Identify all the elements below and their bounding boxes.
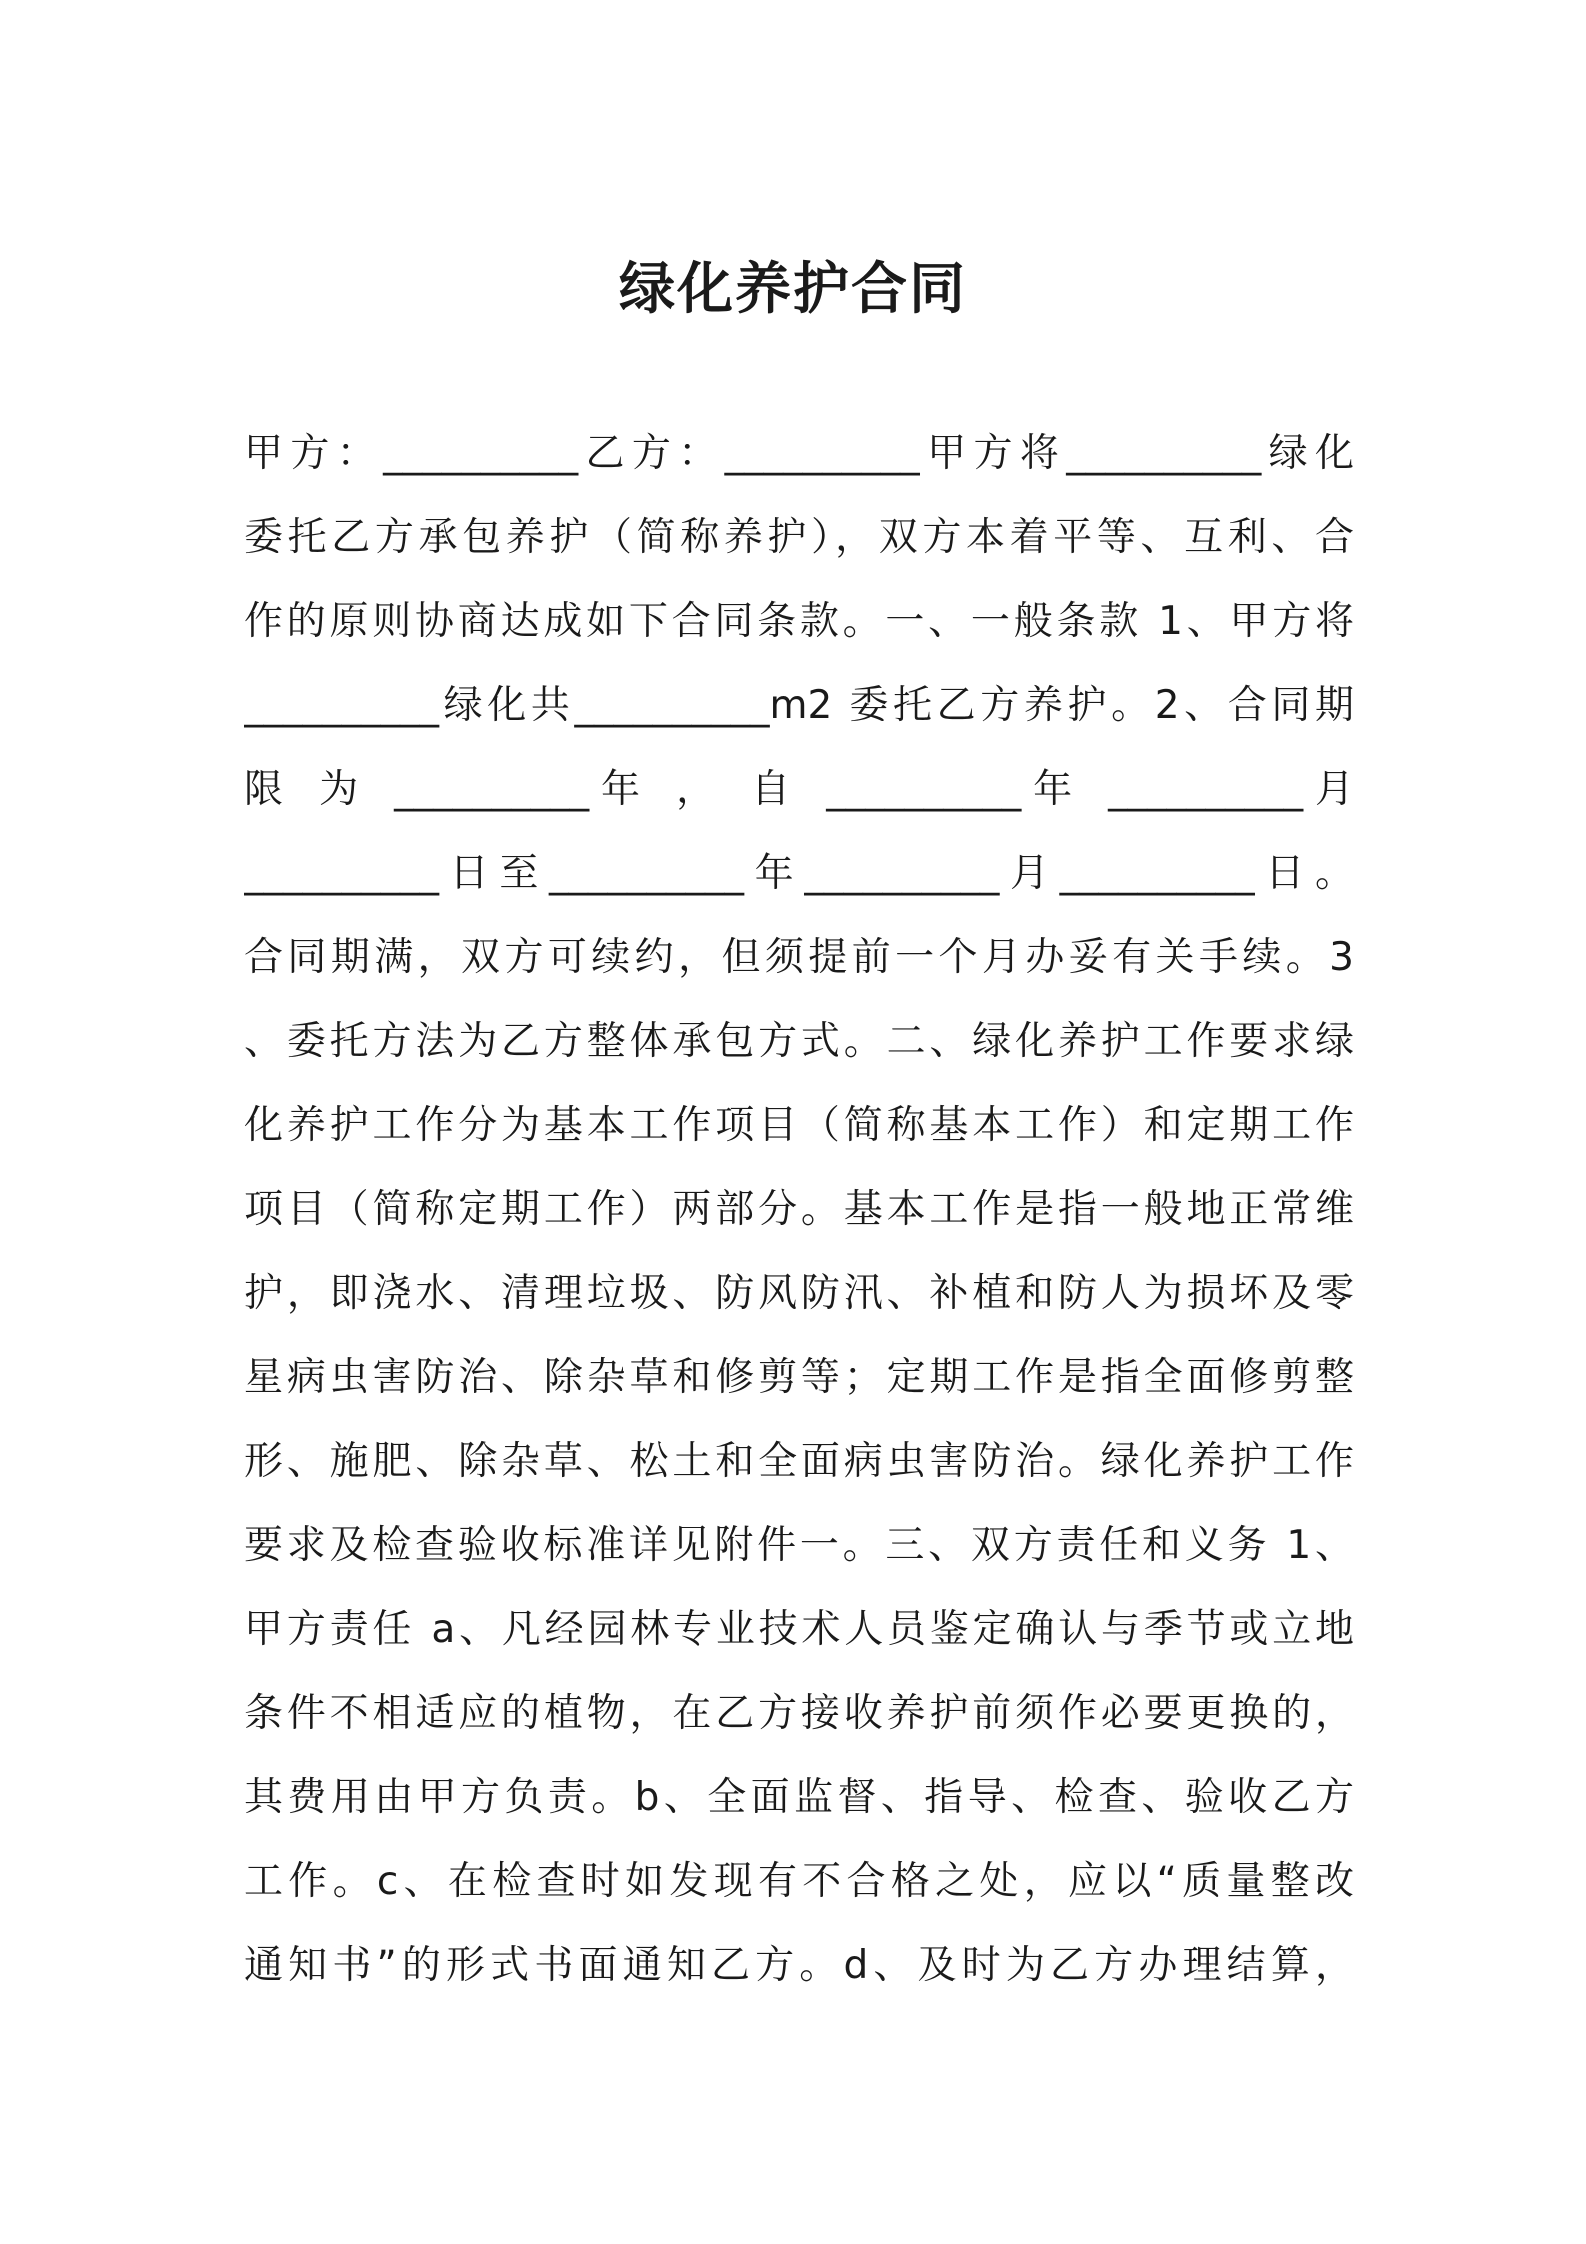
body-line: 工作。c、在检查时如发现有不合格之处，应以“质量整改	[244, 1859, 1354, 1904]
body-line: 要求及检查验收标准详见附件一。三、双方责任和义务 1、	[244, 1523, 1354, 1568]
body-line: 护，即浇水、清理垃圾、防风防汛、补植和防人为损坏及零	[244, 1271, 1354, 1316]
contract-body	[244, 412, 1354, 2008]
body-line: 项目（简称定期工作）两部分。基本工作是指一般地正常维	[244, 1187, 1354, 1232]
body-line: 合同期满，双方可续约，但须提前一个月办妥有关手续。3	[244, 935, 1354, 980]
document-title: 绿化养护合同	[619, 257, 967, 322]
body-line: 其费用由甲方负责。b、全面监督、指导、检查、验收乙方	[244, 1775, 1354, 1820]
body-line: 甲方责任 a、凡经园林专业技术人员鉴定确认与季节或立地	[244, 1607, 1354, 1652]
body-line: __________绿化共__________m2 委托乙方养护。2、合同期	[244, 683, 1354, 728]
body-line: 限 为 __________年 ， 自 __________年 __________月	[244, 767, 1354, 812]
body-line: 条件不相适应的植物，在乙方接收养护前须作必要更换的，	[244, 1691, 1354, 1736]
body-line: 作的原则协商达成如下合同条款。一、一般条款 1、甲方将	[244, 599, 1354, 644]
body-line: 星病虫害防治、除杂草和修剪等；定期工作是指全面修剪整	[244, 1355, 1354, 1400]
body-line: 委托乙方承包养护（简称养护），双方本着平等、互利、合	[244, 515, 1354, 560]
body-line: __________日至__________年__________月__________日。	[244, 851, 1354, 896]
body-line: 、委托方法为乙方整体承包方式。二、绿化养护工作要求绿	[244, 1019, 1354, 1064]
body-line: 形、施肥、除杂草、松土和全面病虫害防治。绿化养护工作	[244, 1439, 1354, 1484]
body-line: 甲方：__________乙方：__________甲方将__________绿化	[244, 431, 1354, 476]
body-line: 通知书”的形式书面通知乙方。d、及时为乙方办理结算，	[244, 1943, 1354, 1988]
body-line: 化养护工作分为基本工作项目（简称基本工作）和定期工作	[244, 1103, 1354, 1148]
